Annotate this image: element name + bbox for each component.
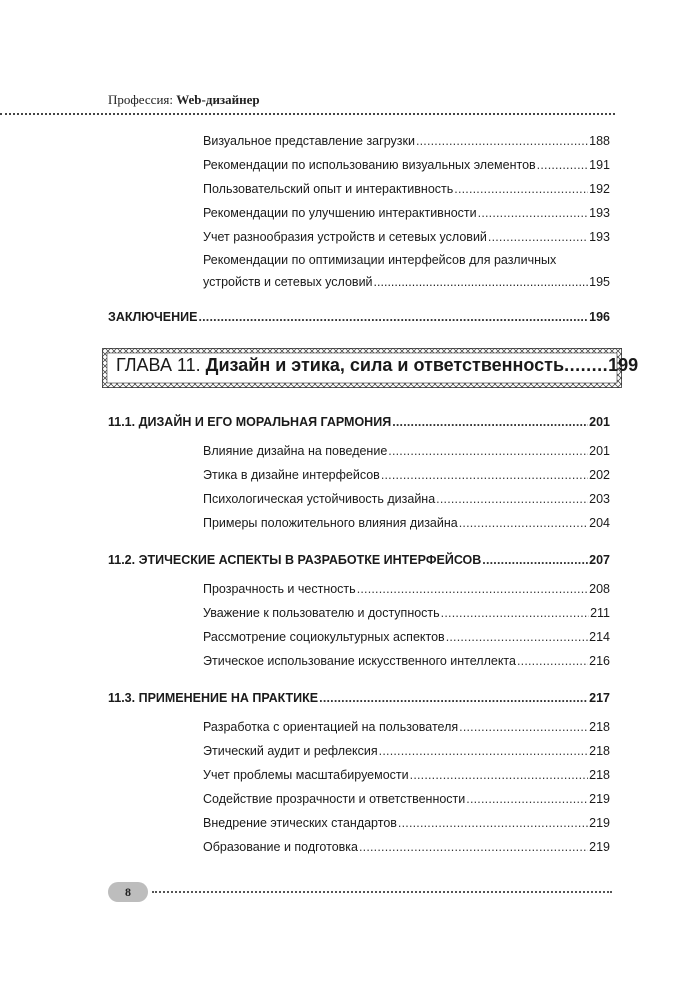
toc-entry[interactable] bbox=[203, 229, 610, 245]
toc-entry-page: 192 bbox=[589, 182, 610, 196]
toc-entry-text: Внедрение этических стандартов bbox=[203, 816, 397, 830]
toc-entry[interactable] bbox=[203, 133, 610, 149]
toc-section-title: 11.2. ЭТИЧЕСКИЕ АСПЕКТЫ В РАЗРАБОТКЕ ИНТЕРФЕЙСОВ bbox=[108, 553, 482, 567]
toc-entry-text: Этика в дизайне интерфейсов bbox=[203, 468, 380, 482]
dot-leader bbox=[416, 133, 588, 149]
dot-leader bbox=[381, 467, 588, 483]
toc-entry-multiline[interactable] bbox=[203, 249, 610, 293]
toc-entry-text: Содействие прозрачности и ответственности bbox=[203, 792, 466, 806]
toc-entry-page: 218 bbox=[589, 768, 610, 782]
toc-section-page: 217 bbox=[589, 691, 610, 705]
dot-leader bbox=[198, 309, 588, 325]
toc-entry-page: 216 bbox=[589, 654, 610, 668]
page-number-badge: 8 bbox=[108, 882, 148, 902]
dot-leader bbox=[379, 743, 588, 759]
toc-section[interactable] bbox=[108, 552, 610, 568]
toc-section[interactable] bbox=[108, 414, 610, 430]
dot-leader bbox=[410, 767, 589, 783]
toc-entry[interactable] bbox=[203, 839, 610, 855]
dot-leader bbox=[388, 443, 588, 459]
toc-entry-page: 218 bbox=[589, 744, 610, 758]
toc-entry-page: 219 bbox=[589, 792, 610, 806]
toc-entry-page: 188 bbox=[589, 134, 610, 148]
toc-entry-text: Рассмотрение социокультурных аспектов bbox=[203, 630, 445, 644]
toc-entry[interactable] bbox=[203, 443, 610, 459]
toc-entry-text: Пользовательский опыт и интерактивность bbox=[203, 182, 454, 196]
dot-leader bbox=[454, 181, 588, 197]
toc-entry[interactable] bbox=[203, 467, 610, 483]
toc-entry[interactable] bbox=[203, 653, 610, 669]
toc-entry-text: Визуальное представление загрузки bbox=[203, 134, 415, 148]
toc-entry-page: 203 bbox=[589, 492, 610, 506]
dot-leader bbox=[446, 629, 588, 645]
toc-entry-text: Этическое использование искусственного интеллекта bbox=[203, 654, 516, 668]
toc-entry-page: 208 bbox=[589, 582, 610, 596]
toc-entry-page: 219 bbox=[589, 840, 610, 854]
toc-entry-text: Уважение к пользователю и доступность bbox=[203, 606, 440, 620]
toc-entry-page: 218 bbox=[589, 720, 610, 734]
toc-entry[interactable] bbox=[203, 605, 610, 621]
toc-entry-text: Этический аудит и рефлексия bbox=[203, 744, 378, 758]
dot-leader bbox=[488, 229, 588, 245]
dot-leader bbox=[398, 815, 588, 831]
dot-leader bbox=[482, 552, 588, 568]
toc-entry[interactable] bbox=[203, 205, 610, 221]
dot-leader bbox=[357, 581, 588, 597]
toc-entry-page: 191 bbox=[589, 158, 610, 172]
toc-entry[interactable] bbox=[203, 157, 610, 173]
toc-entry-text: Рекомендации по использованию визуальных элементов bbox=[203, 158, 536, 172]
chapter-heading-box[interactable] bbox=[102, 348, 639, 388]
toc-entry[interactable] bbox=[203, 719, 610, 735]
dot-leader bbox=[459, 515, 588, 531]
toc-entry[interactable] bbox=[203, 629, 610, 645]
running-head-title: Web-дизайнер bbox=[176, 92, 260, 107]
chapter-dot-leader: ........ bbox=[564, 355, 609, 375]
header-divider bbox=[0, 113, 615, 115]
toc-entry-text-line1: Рекомендации по оптимизации интерфейсов для различных bbox=[203, 253, 557, 267]
toc-entry[interactable] bbox=[203, 491, 610, 507]
toc-section-title: ЗАКЛЮЧЕНИЕ bbox=[108, 310, 198, 324]
dot-leader bbox=[374, 271, 589, 293]
toc-entry[interactable] bbox=[203, 581, 610, 597]
dot-leader bbox=[459, 719, 588, 735]
chapter-page: 199 bbox=[608, 355, 639, 375]
toc-entry-page: 202 bbox=[589, 468, 610, 482]
chapter-label: ГЛАВА 11. bbox=[116, 355, 201, 375]
toc-entry-text: Образование и подготовка bbox=[203, 840, 358, 854]
toc-entry[interactable] bbox=[203, 181, 610, 197]
toc-entry-page: 195 bbox=[589, 275, 610, 289]
toc-entry-page: 201 bbox=[589, 444, 610, 458]
dot-leader bbox=[319, 690, 588, 706]
toc-section-page: 201 bbox=[589, 415, 610, 429]
toc-section-title: 11.1. ДИЗАЙН И ЕГО МОРАЛЬНАЯ ГАРМОНИЯ bbox=[108, 415, 392, 429]
running-head-prefix: Профессия: bbox=[108, 92, 177, 107]
dot-leader bbox=[441, 605, 589, 621]
dot-leader bbox=[466, 791, 588, 807]
toc-entry[interactable] bbox=[203, 815, 610, 831]
toc-entry-text: Влияние дизайна на поведение bbox=[203, 444, 388, 458]
chapter-title bbox=[116, 355, 639, 376]
toc-entry[interactable] bbox=[203, 743, 610, 759]
toc-section[interactable] bbox=[108, 690, 610, 706]
toc-entry-text: Примеры положительного влияния дизайна bbox=[203, 516, 458, 530]
toc-entry-text: Учет проблемы масштабируемости bbox=[203, 768, 409, 782]
dot-leader bbox=[478, 205, 589, 221]
toc-entry-text: Психологическая устойчивость дизайна bbox=[203, 492, 436, 506]
toc-section-title: 11.3. ПРИМЕНЕНИЕ НА ПРАКТИКЕ bbox=[108, 691, 319, 705]
dot-leader bbox=[436, 491, 588, 507]
toc-entry-page: 211 bbox=[590, 606, 610, 620]
dot-leader bbox=[392, 414, 588, 430]
toc-entry-text: Прозрачность и честность bbox=[203, 582, 356, 596]
chapter-name: Дизайн и этика, сила и ответственность bbox=[205, 355, 565, 375]
toc-entry-text: Учет разнообразия устройств и сетевых условий bbox=[203, 230, 487, 244]
footer-divider bbox=[152, 891, 612, 893]
dot-leader bbox=[537, 157, 588, 173]
toc-entry-page: 193 bbox=[589, 230, 610, 244]
toc-entry-text: Рекомендации по улучшению интерактивности bbox=[203, 206, 477, 220]
toc-entry-page: 193 bbox=[589, 206, 610, 220]
toc-section-page: 196 bbox=[589, 310, 610, 324]
toc-entry[interactable] bbox=[203, 515, 610, 531]
toc-entry-page: 219 bbox=[589, 816, 610, 830]
toc-entry-text-line2: устройств и сетевых условий bbox=[203, 275, 373, 289]
toc-entry-text: Разработка с ориентацией на пользователя bbox=[203, 720, 459, 734]
toc-conclusion[interactable] bbox=[108, 309, 610, 325]
dot-leader bbox=[359, 839, 588, 855]
toc-entry[interactable] bbox=[203, 767, 610, 783]
toc-section-page: 207 bbox=[589, 553, 610, 567]
dot-leader bbox=[517, 653, 588, 669]
toc-entry-page: 214 bbox=[589, 630, 610, 644]
toc-entry-page: 204 bbox=[589, 516, 610, 530]
toc-entry[interactable] bbox=[203, 791, 610, 807]
running-head bbox=[108, 92, 260, 108]
